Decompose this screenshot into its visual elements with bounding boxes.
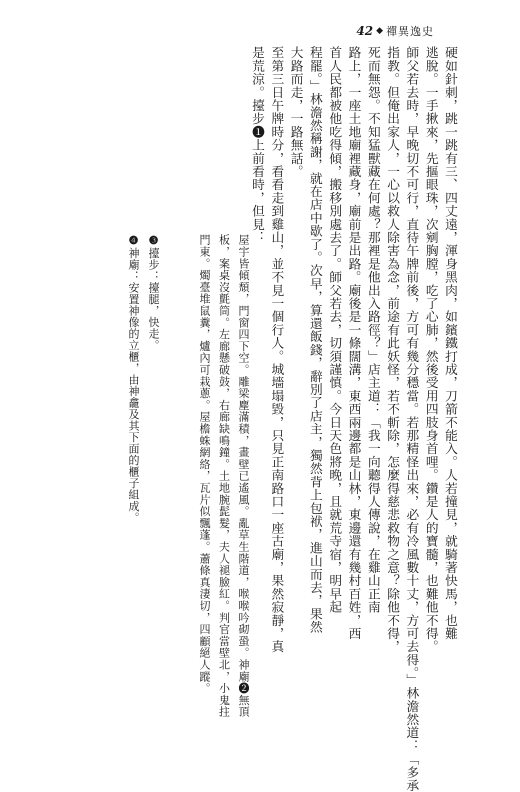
footnote-number: ❹ — [127, 234, 140, 248]
body-text-column: 路上，一座土地廟裡藏身，廟前是出路。廟後是一條闊溝，東西兩邊都是山林，東邊還有幾村百姓，西 — [346, 46, 362, 640]
footnote — [146, 234, 161, 464]
poem-column: 屋宇皆傾頹，門窗四下空。雕梁塵滿積，畫壁已遙風。亂草生階道，喉喉吟砌蛩。神廟❷無頂 — [237, 234, 250, 718]
diamond-ornament-icon: ◆ — [376, 26, 383, 36]
page-number: 42 — [356, 24, 374, 38]
footnote-text: 擡步：擡腿，快走。 — [147, 247, 160, 351]
poem-column: 板，案桌沒氈筒。左廊懸破鼓，右廊缺鳴鐘。土地腕髭髮，夫人褪臉紅。判官當壁北，小鬼拄 — [217, 234, 231, 718]
footnote — [126, 234, 141, 524]
footnote-number: ❸ — [147, 234, 160, 248]
body-text-column: 硬如針刺，跳一跳有三、四丈遠，渾身黑肉，如鑌鐵打成，刀箭不能入。人若撞見，就騎著快馬，也難 — [443, 46, 458, 640]
body-text-column: 指教。但俺出家人，一心以救人除害為念，前途有此妖怪，若不斬除，怎麼得慈悲救物之意？除他不得， — [385, 46, 401, 654]
body-text-column: 逃脫。一手揪來，先摳眼珠，次剜胸膛，吃了心肺，然後受用四肢身首哩。鑽是人的寶髓，也難他不得。 — [423, 46, 439, 654]
body-text-column: 首人民都被他吃得傾，搬移別處去了。師父若去，切須謹慎。今日天色將晚，且就荒寺宿，明早起 — [327, 46, 343, 614]
body-text-column: 程罷。」林澹然稱謝，就在店中歇了。次早，算還飯錢，辭別了店主，獨然背上包袱，進山而去，果然 — [307, 46, 323, 634]
body-text-column: 師父若去時，早晚切不可行，直待午牌前後，方可有幾分穩當。若那精怪出來，必有冷風數十丈，方可去得。」林澹然道：「多承 — [404, 46, 420, 792]
body-text-column: 是荒涼。擡步❶上前看時，但見： — [250, 46, 265, 244]
body-text-column: 死而無怨。不知猛獸藏在何處？那裡是他出入路徑？」店主道：「我一向聽得人傳說，在雞山正南 — [365, 46, 381, 614]
footnote-text: 神廟：安置神像的立櫃，由神龕及其下面的櫃子組成。 — [127, 247, 140, 524]
book-title: 禪異逸史 — [386, 25, 434, 38]
body-text-column: 至第三日午牌時分，看看走到雞山，並不見一個行人。城墻塌毀，只見正南路口一座古廟，果然寂靜，真 — [269, 46, 285, 654]
running-header — [356, 26, 434, 37]
poem-column: 門東。燭臺堆鼠糞，爐內可栽蔥。屋檐蛛網絡，瓦片似飄蓬。蕭條真淒切，四顧絕人蹤。 — [198, 234, 211, 695]
body-text-column: 大路而走，一路無話。 — [288, 46, 304, 178]
